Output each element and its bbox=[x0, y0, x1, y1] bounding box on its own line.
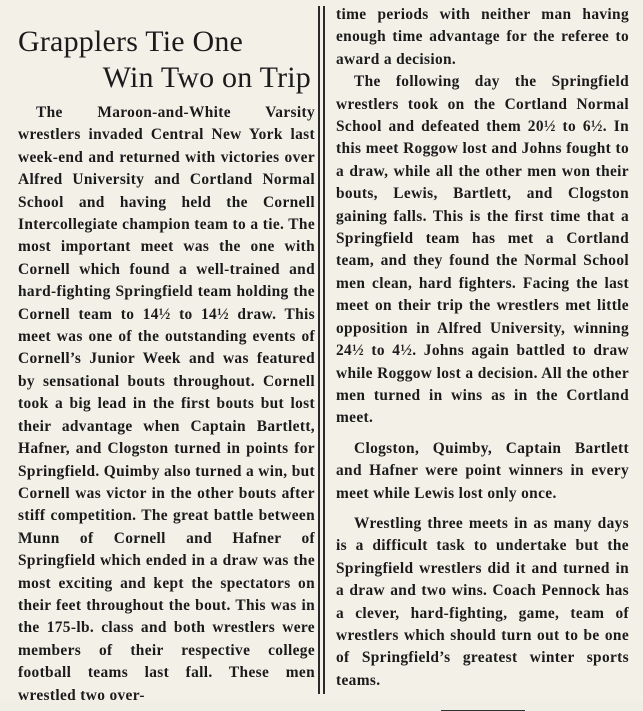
paragraph-1-continuation: time periods with neither man having enough time advantage for the referee to award a decision. bbox=[336, 6, 629, 68]
column-divider-right bbox=[323, 6, 325, 694]
headline-line-1: Grapplers Tie One bbox=[18, 25, 244, 58]
headline bbox=[18, 24, 315, 96]
paragraph-3: Clogston, Quimby, Captain Bartlett and Hafner were point winners in every meet while Lewis lost only once. bbox=[336, 439, 629, 502]
paragraph-4: Wrestling three meets in as many days is a difficult task to undertake but the Springfield wrestlers did it and turned in a draw and two wins. Coach Pennock has a clever, hard-fighting, game, team of wrestlers which should turn out to be one of Springfield’s greatest winter sports teams. bbox=[336, 514, 629, 689]
headline-line-2: Win Two on Trip bbox=[102, 61, 311, 94]
left-column bbox=[8, 4, 319, 704]
paragraph-2: The following day the Springfield wrestlers took on the Cortland Normal School and defeated them 20½ to 6½. In this meet Roggow lost and Johns fought to a draw, while all the other men won their bouts, Lewis, Bartlett, and Clogston gaining falls. This is the first time that a Springfield team has met a Cortland team, and they found the Normal School men clean, hard fighters. Facing the last meet on their trip the wrestlers met little opposition in Alfred University, winning 24½ to 4½. Johns again battled to draw while Roggow lost a decision. All the other men turned in wins as in the Cortland meet. bbox=[336, 73, 629, 427]
right-column bbox=[328, 4, 635, 696]
paragraph-1: The Maroon-and-White Varsity wrestlers invaded Central New York last week-end and returned with victories over Alfred University and Cortland Normal School and having held the Cornell Intercollegiate champion team to a tie. The most important meet was the one with Cornell which found a well-trained and hard-fighting Springfield team holding the Cornell team to 14½ to 14½ draw. This meet was one of the outstanding events of Cornell’s Junior Week and was featured by sensational bouts throughout. Cornell took a big lead in the first bouts but lost their advantage when Captain Bartlett, Hafner, and Clogston turned in points for Springfield. Quimby also turned a win, but Cornell was victor in the other bouts after stiff competition. The great battle between Munn of Cornell and Hafner of Springfield which ended in a draw was the most exciting and kept the spectators on their feet throughout the bout. This was in the 175-lb. class and both wrestlers were members of their respective college football teams last fall. These men wrestled two over- bbox=[18, 104, 315, 704]
